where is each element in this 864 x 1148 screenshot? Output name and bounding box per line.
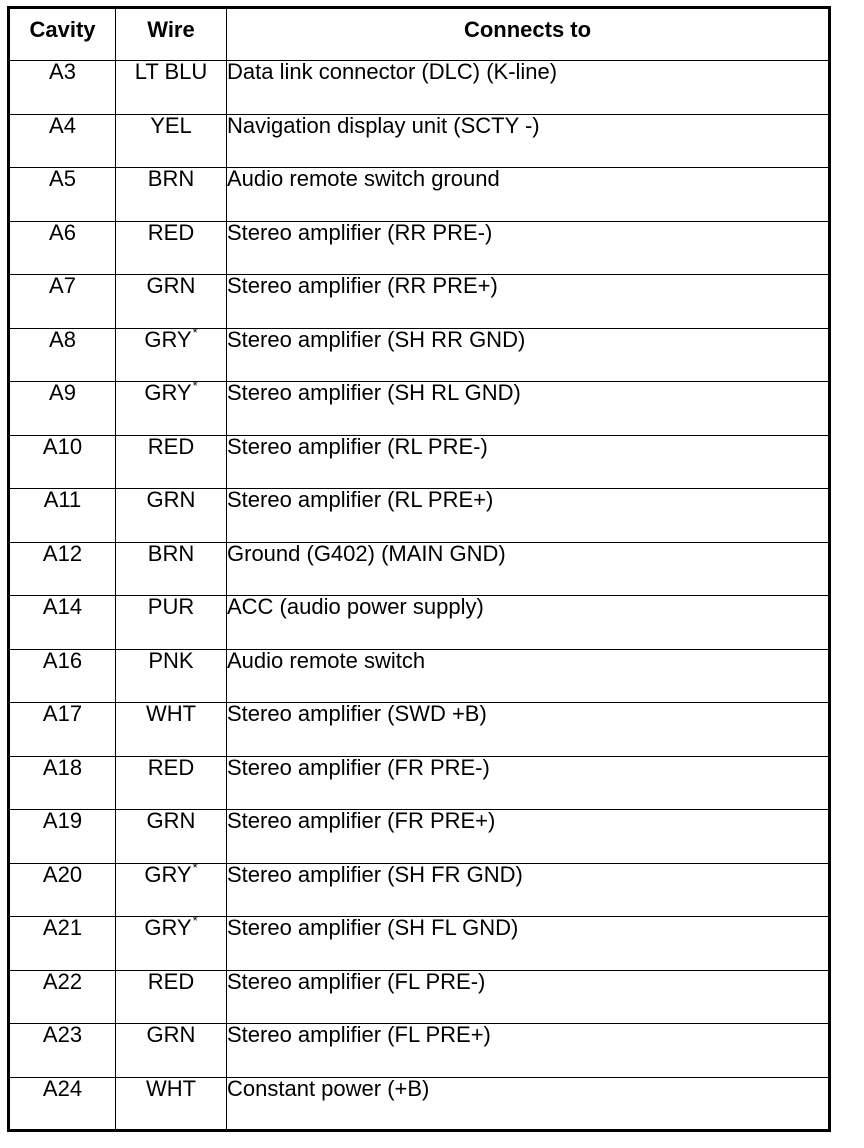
connects-to-cell: ACC (audio power supply): [227, 596, 830, 650]
connects-to-cell: Stereo amplifier (FR PRE-): [227, 756, 830, 810]
cavity-cell: A22: [9, 970, 116, 1024]
header-row: [9, 8, 830, 61]
header-connects-to: Connects to: [227, 8, 830, 61]
wire-color-label: RED: [147, 754, 195, 780]
cavity-cell: A9: [9, 382, 116, 436]
cavity-cell: A17: [9, 703, 116, 757]
table-row: [9, 542, 830, 596]
table-row: [9, 275, 830, 329]
cavity-cell: A10: [9, 435, 116, 489]
footnote-mark: *: [192, 324, 198, 340]
wire-cell: [116, 542, 227, 596]
footnote-mark: *: [192, 913, 198, 928]
table-row: [9, 328, 830, 382]
connects-to-cell: Constant power (+B): [227, 1077, 830, 1131]
connects-to-cell: Navigation display unit (SCTY -): [227, 114, 830, 168]
wire-cell: [116, 168, 227, 222]
table-row: [9, 221, 830, 275]
wire-color-label: GRN: [146, 487, 196, 512]
wire-color-label: PNK: [148, 647, 194, 673]
wire-color-label: YEL: [150, 112, 192, 138]
wire-color-label: PUR: [147, 594, 195, 619]
wire-cell: [116, 913, 227, 971]
connects-to-cell: Stereo amplifier (FR PRE+): [227, 810, 830, 864]
wire-color-label: GRY: [144, 326, 192, 352]
cavity-cell: A7: [9, 275, 116, 329]
table-row: [9, 1024, 830, 1078]
cavity-cell: A20: [9, 863, 116, 917]
wire-color-label: GRY: [144, 380, 192, 405]
wire-cell: [116, 221, 227, 275]
wire-cell: [116, 810, 227, 864]
connects-to-cell: Stereo amplifier (SH FL GND): [227, 917, 830, 971]
wire-color-label: WHT: [145, 701, 197, 726]
wire-color-label: LT BLU: [134, 59, 208, 84]
cavity-cell: A18: [9, 756, 116, 810]
connects-to-cell: Stereo amplifier (FL PRE-): [227, 970, 830, 1024]
wire-color-label: GRN: [146, 1022, 196, 1047]
wire-cell: [116, 1077, 227, 1131]
wire-cell: [116, 859, 227, 917]
wire-cell: [116, 275, 227, 329]
connects-to-cell: Stereo amplifier (SH FR GND): [227, 863, 830, 917]
connects-to-cell: Stereo amplifier (SH RL GND): [227, 382, 830, 436]
table-row: [9, 489, 830, 543]
table-row: [9, 596, 830, 650]
header-wire: Wire: [116, 8, 227, 61]
table-row: [9, 649, 830, 703]
table-row: [9, 703, 830, 757]
wire-cell: [116, 435, 227, 489]
connects-to-cell: Data link connector (DLC) (K-line): [227, 61, 830, 115]
wire-cell: [116, 114, 227, 168]
wire-cell: [116, 1024, 227, 1078]
footnote-mark: *: [192, 859, 198, 875]
footnote-mark: *: [192, 378, 198, 393]
wire-color-label: WHT: [145, 1075, 197, 1101]
cavity-cell: A6: [9, 221, 116, 275]
connects-to-cell: Stereo amplifier (RL PRE-): [227, 435, 830, 489]
cavity-cell: A8: [9, 328, 116, 382]
connects-to-cell: Stereo amplifier (FL PRE+): [227, 1024, 830, 1078]
cavity-cell: A16: [9, 649, 116, 703]
connects-to-cell: Audio remote switch: [227, 649, 830, 703]
table-row: [9, 168, 830, 222]
wire-cell: [116, 596, 227, 650]
table-row: [9, 382, 830, 436]
wire-color-label: GRY: [144, 861, 192, 887]
wire-cell: [116, 489, 227, 543]
connects-to-cell: Stereo amplifier (RL PRE+): [227, 489, 830, 543]
table-row: [9, 917, 830, 971]
table-body: [9, 61, 830, 1131]
connects-to-cell: Stereo amplifier (SWD +B): [227, 703, 830, 757]
cavity-cell: A19: [9, 810, 116, 864]
table-row: [9, 970, 830, 1024]
table-row: [9, 435, 830, 489]
wire-cell: [116, 61, 227, 115]
table-row: [9, 114, 830, 168]
cavity-cell: A24: [9, 1077, 116, 1131]
connects-to-cell: Ground (G402) (MAIN GND): [227, 542, 830, 596]
wire-color-label: RED: [147, 433, 195, 459]
wire-cell: [116, 649, 227, 703]
table-row: [9, 756, 830, 810]
cavity-cell: A5: [9, 168, 116, 222]
table-row: [9, 863, 830, 917]
table-row: [9, 810, 830, 864]
wire-cell: [116, 378, 227, 436]
cavity-cell: A23: [9, 1024, 116, 1078]
wire-color-label: BRN: [147, 540, 195, 566]
table-row: [9, 61, 830, 115]
wire-cell: [116, 703, 227, 757]
wire-cell: [116, 756, 227, 810]
wire-color-label: GRY: [144, 915, 192, 940]
connects-to-cell: Stereo amplifier (RR PRE+): [227, 275, 830, 329]
wire-color-label: RED: [147, 968, 195, 994]
table-header: [9, 8, 830, 61]
connects-to-cell: Stereo amplifier (RR PRE-): [227, 221, 830, 275]
cavity-cell: A21: [9, 917, 116, 971]
cavity-cell: A12: [9, 542, 116, 596]
wire-color-label: GRN: [146, 808, 196, 833]
connector-pinout-table: [7, 6, 831, 1132]
cavity-cell: A11: [9, 489, 116, 543]
wire-color-label: RED: [147, 219, 195, 245]
cavity-cell: A3: [9, 61, 116, 115]
wire-color-label: GRN: [146, 273, 196, 298]
table-row: [9, 1077, 830, 1131]
header-cavity: Cavity: [9, 8, 116, 61]
cavity-cell: A14: [9, 596, 116, 650]
wire-color-label: BRN: [147, 166, 195, 191]
connects-to-cell: Stereo amplifier (SH RR GND): [227, 328, 830, 382]
cavity-cell: A4: [9, 114, 116, 168]
connects-to-cell: Audio remote switch ground: [227, 168, 830, 222]
wire-cell: [116, 324, 227, 382]
wire-cell: [116, 970, 227, 1024]
